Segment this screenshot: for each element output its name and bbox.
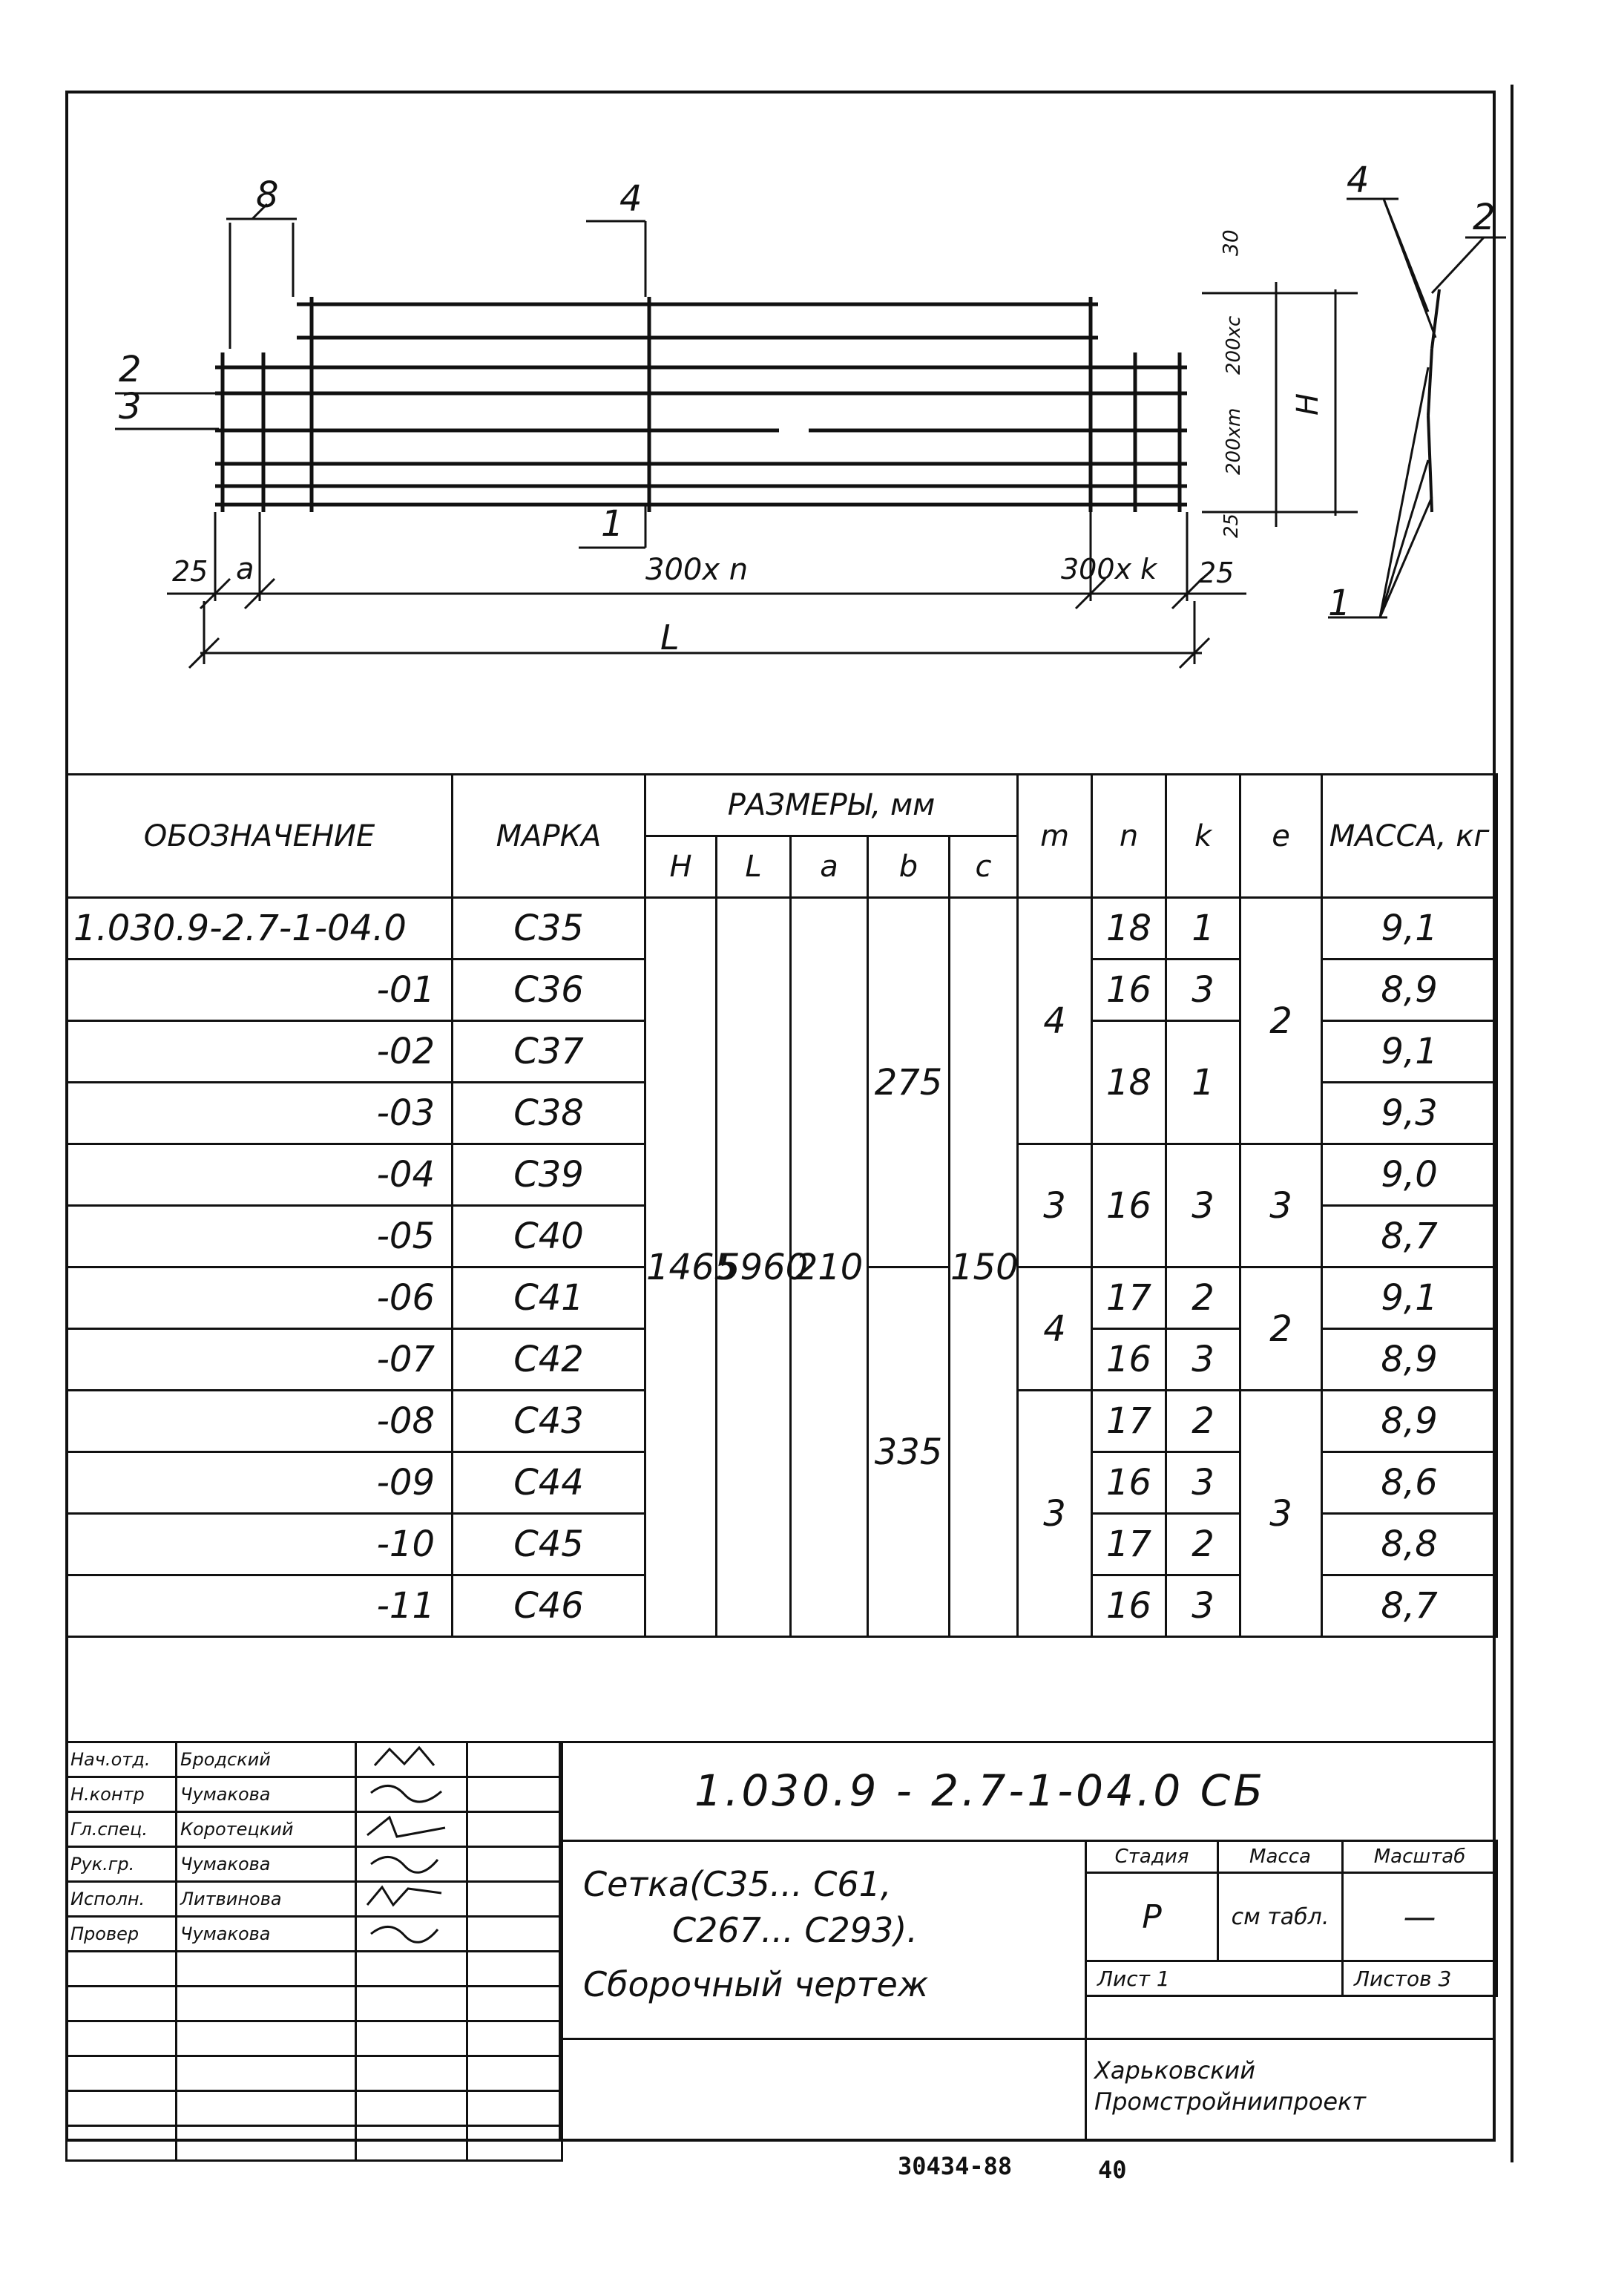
drawing-name-line3: Сборочный чертеж (583, 1964, 929, 2004)
signature-icon (360, 1848, 449, 1876)
k-cell: 3 (1166, 1144, 1240, 1267)
table-row (67, 898, 1497, 960)
mark-cell: С39 (453, 1144, 645, 1206)
n-cell: 18 (1092, 1021, 1166, 1144)
m-cell: 3 (1018, 1391, 1092, 1637)
signature-icon (360, 1743, 449, 1771)
signature-cell (356, 1847, 467, 1882)
staff-name: Литвинова (177, 1882, 356, 1917)
dim-25-left: 25 (172, 555, 208, 588)
dim-25-right: 25 (1198, 557, 1235, 589)
header-a: a (791, 836, 868, 898)
header-b: b (868, 836, 950, 898)
organization-line2: Промстройниипроект (1094, 2087, 1366, 2116)
staff-row (67, 1812, 562, 1847)
n-cell: 18 (1092, 898, 1166, 960)
side-label-1: 1 (1328, 583, 1351, 624)
staff-row (67, 1777, 562, 1812)
n-cell: 17 (1092, 1267, 1166, 1329)
organization-line1: Харьковский (1094, 2056, 1255, 2085)
staff-row (67, 1987, 562, 2021)
dim-a: a (236, 552, 254, 586)
staff-row (67, 1882, 562, 1917)
designation-cell: -10 (67, 1514, 453, 1575)
label-pos-2: 2 (119, 349, 142, 390)
signature-cell (356, 1882, 467, 1917)
a-cell: 210 (791, 898, 868, 1637)
designation-cell: -01 (67, 960, 453, 1021)
mass-cell: 8,7 (1322, 1206, 1497, 1267)
n-cell: 16 (1092, 1575, 1166, 1637)
k-cell: 2 (1166, 1267, 1240, 1329)
signature-cell (356, 1777, 467, 1812)
mark-cell: С42 (453, 1329, 645, 1391)
mass-cell: 9,1 (1322, 898, 1497, 960)
designation-cell: -02 (67, 1021, 453, 1083)
date-cell (467, 1882, 562, 1917)
m-cell: 4 (1018, 898, 1092, 1144)
n-cell: 16 (1092, 960, 1166, 1021)
dim-25-v: 25 (1220, 513, 1243, 538)
signature-icon (360, 1813, 449, 1841)
mark-cell: С35 (453, 898, 645, 960)
mass-cell: 8,6 (1322, 1452, 1497, 1514)
staff-row (67, 1742, 562, 1777)
dim-30: 30 (1218, 229, 1243, 256)
staff-name: Бродский (177, 1742, 356, 1777)
n-cell: 16 (1092, 1329, 1166, 1391)
mark-cell: С37 (453, 1021, 645, 1083)
side-label-4: 4 (1347, 160, 1370, 201)
header-mass: МАССА, кг (1322, 775, 1497, 898)
mass-cell: 8,8 (1322, 1514, 1497, 1575)
header-n: n (1092, 775, 1166, 898)
organization-cell (1085, 2038, 1496, 2142)
b-cell: 335 (868, 1267, 950, 1637)
header-m: m (1018, 775, 1092, 898)
header-c: c (950, 836, 1018, 898)
designation-cell: -05 (67, 1206, 453, 1267)
mark-cell: С43 (453, 1391, 645, 1452)
doc-code-cell (559, 1741, 1496, 1842)
drawing-name-line2: С267... С293). (672, 1910, 918, 1950)
k-cell: 2 (1166, 1514, 1240, 1575)
staff-table (65, 1741, 563, 2162)
mark-cell: С41 (453, 1267, 645, 1329)
staff-role: Исполн. (67, 1882, 177, 1917)
designation-cell: -09 (67, 1452, 453, 1514)
staff-role: Гл.спец. (67, 1812, 177, 1847)
sheet-label: Лист 1 (1086, 1961, 1343, 1996)
header-dimensions: РАЗМЕРЫ, мм (645, 775, 1018, 836)
k-cell: 3 (1166, 1452, 1240, 1514)
label-pos-8: 8 (256, 174, 279, 216)
signature-cell (356, 1812, 467, 1847)
mass-cell: 8,9 (1322, 1329, 1497, 1391)
n-cell: 17 (1092, 1391, 1166, 1452)
staff-name: Чумакова (177, 1917, 356, 1952)
staff-role: Н.контр (67, 1777, 177, 1812)
mark-cell: С46 (453, 1575, 645, 1637)
H-cell: 1465 (645, 898, 717, 1637)
k-cell: 2 (1166, 1391, 1240, 1452)
e-cell: 2 (1240, 1267, 1322, 1391)
signature-cell (356, 1917, 467, 1952)
L-cell: 5960 (717, 898, 791, 1637)
date-cell (467, 1917, 562, 1952)
mark-cell: С38 (453, 1083, 645, 1144)
staff-row (67, 1952, 562, 1987)
dim-L: L (660, 617, 680, 657)
k-cell: 3 (1166, 960, 1240, 1021)
k-cell: 3 (1166, 1329, 1240, 1391)
mark-cell: С40 (453, 1206, 645, 1267)
label-pos-3: 3 (119, 386, 142, 427)
n-cell: 16 (1092, 1452, 1166, 1514)
mass-cell: 8,9 (1322, 960, 1497, 1021)
n-cell: 16 (1092, 1144, 1166, 1267)
n-cell: 17 (1092, 1514, 1166, 1575)
side-label-2: 2 (1473, 197, 1496, 238)
signature-icon (360, 1778, 449, 1806)
staff-row (67, 1917, 562, 1952)
stage-label: Стадия (1086, 1841, 1218, 1873)
staff-row (67, 2091, 562, 2126)
mass-cell: 9,1 (1322, 1021, 1497, 1083)
mark-cell: С44 (453, 1452, 645, 1514)
dim-200m: 200xm (1223, 407, 1245, 475)
scale-label: Масштаб (1343, 1841, 1497, 1873)
mass-cell: 9,0 (1322, 1144, 1497, 1206)
date-cell (467, 1742, 562, 1777)
mass-cell: 9,3 (1322, 1083, 1497, 1144)
mark-cell: С36 (453, 960, 645, 1021)
archive-number: 30434-88 (898, 2152, 1013, 2180)
staff-name: Чумакова (177, 1847, 356, 1882)
k-cell: 1 (1166, 898, 1240, 960)
stage-table (1085, 1840, 1498, 1997)
designation-cell: -06 (67, 1267, 453, 1329)
staff-row (67, 2021, 562, 2056)
k-cell: 3 (1166, 1575, 1240, 1637)
staff-role: Нач.отд. (67, 1742, 177, 1777)
m-cell: 4 (1018, 1267, 1092, 1391)
staff-name: Чумакова (177, 1777, 356, 1812)
staff-role: Рук.гр. (67, 1847, 177, 1882)
mass-value: см табл. (1218, 1873, 1343, 1961)
blank-cell (559, 2038, 1087, 2142)
drawing-name-cell (559, 1840, 1087, 2040)
drawing-name-line1: Сетка(С35... С61, (583, 1864, 892, 1904)
staff-role: Провер (67, 1917, 177, 1952)
signature-cell (356, 1742, 467, 1777)
stage-value: Р (1086, 1873, 1218, 1961)
date-cell (467, 1777, 562, 1812)
e-cell: 3 (1240, 1391, 1322, 1637)
header-k: k (1166, 775, 1240, 898)
doc-code: 1.030.9 - 2.7-1-04.0 СБ (694, 1765, 1266, 1816)
header-mark: МАРКА (453, 775, 645, 898)
designation-cell: -07 (67, 1329, 453, 1391)
staff-name: Коротецкий (177, 1812, 356, 1847)
designation-cell: -08 (67, 1391, 453, 1452)
e-cell: 3 (1240, 1144, 1322, 1267)
staff-row (67, 1847, 562, 1882)
header-H: H (645, 836, 717, 898)
staff-row (67, 2056, 562, 2091)
scale-value: — (1343, 1873, 1497, 1961)
sheets-label: Листов 3 (1343, 1961, 1497, 1996)
mass-cell: 8,7 (1322, 1575, 1497, 1637)
dim-200c: 200xc (1223, 315, 1245, 375)
dim-H: H (1291, 393, 1325, 416)
designation-cell: 1.030.9-2.7-1-04.0 (67, 898, 453, 960)
mesh-drawing (0, 0, 1604, 698)
designation-cell: -11 (67, 1575, 453, 1637)
signature-icon (360, 1883, 449, 1911)
staff-row (67, 2126, 562, 2161)
c-cell: 150 (950, 898, 1018, 1637)
dim-300n: 300x n (645, 553, 749, 587)
designation-cell: -04 (67, 1144, 453, 1206)
date-cell (467, 1847, 562, 1882)
mark-cell: С45 (453, 1514, 645, 1575)
header-e: e (1240, 775, 1322, 898)
mass-cell: 8,9 (1322, 1391, 1497, 1452)
date-cell (467, 1812, 562, 1847)
header-designation: ОБОЗНАЧЕНИЕ (67, 775, 453, 898)
label-pos-4: 4 (619, 178, 642, 220)
header-L: L (717, 836, 791, 898)
specification-table (65, 773, 1498, 1638)
dim-300k: 300x k (1061, 553, 1157, 586)
mass-cell: 9,1 (1322, 1267, 1497, 1329)
designation-cell: -03 (67, 1083, 453, 1144)
k-cell: 1 (1166, 1021, 1240, 1144)
signature-icon (360, 1918, 449, 1946)
e-cell: 2 (1240, 898, 1322, 1144)
mass-label: Масса (1218, 1841, 1343, 1873)
m-cell: 3 (1018, 1144, 1092, 1267)
label-pos-1: 1 (601, 503, 624, 545)
b-cell: 275 (868, 898, 950, 1267)
page-number: 40 (1098, 2156, 1127, 2184)
